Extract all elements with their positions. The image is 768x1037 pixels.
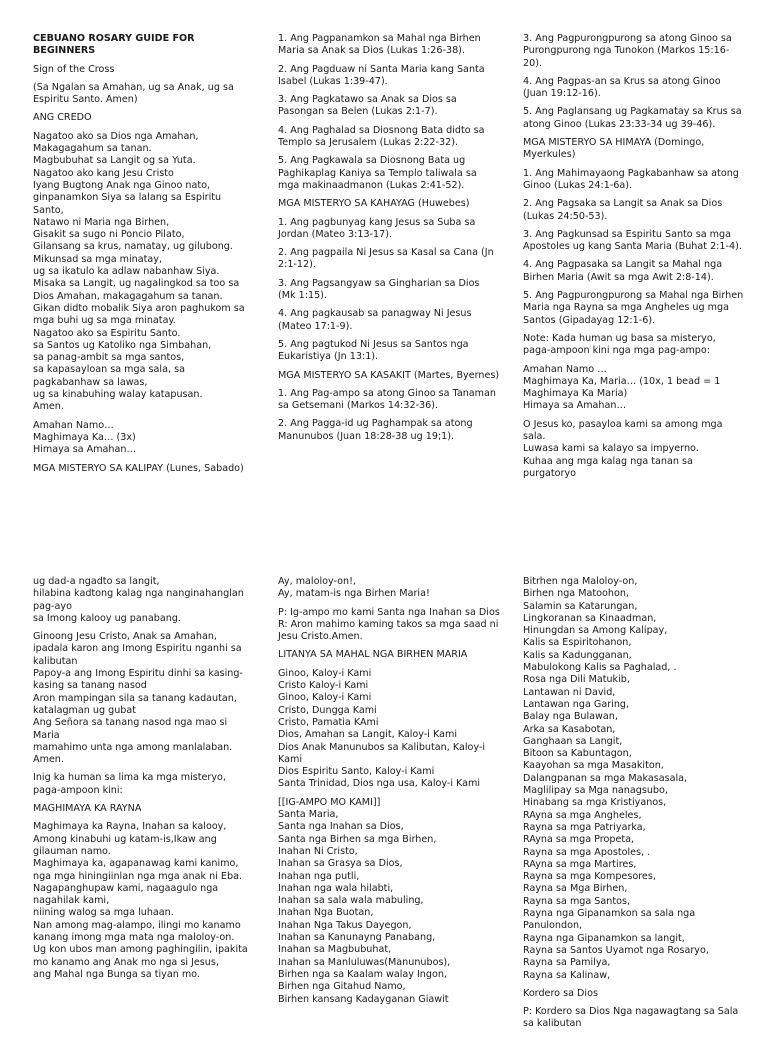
litany-list: Ginoo, Kaloy-i Kami Cristo Kaloy-i Kami Ginoo, Kaloy-i Kami Cristo, Dungga Kami Cristo, Pamatia KAmi Dios, Amahan sa Langit, Kaloy-i Kami Dios Anak Manunubos sa Kalibutan, Kaloy-i Kami Dios Espiritu Santo, Kaloy-i Kami Santa Trinidad, Dios nga usa, Kaloy-i Kami (278, 667, 486, 790)
mystery-item: 5. Ang Pagkawala sa Diosnong Bata ug Paghikaplag Kaniya sa Templo taliwala sa mga makinaadmanon (Lukas 2:41-52). (278, 155, 480, 191)
top-column-3 (523, 33, 745, 486)
section-heading: ANG CREDO (33, 112, 92, 124)
mystery-item: 1. Ang Pagpanamkon sa Mahal nga Birhen Maria sa Anak sa Dios (Lukas 1:26-38). (278, 33, 484, 57)
bottom-column-3 (523, 576, 745, 1037)
top-column-1 (33, 33, 253, 481)
prayer-list: Amahan Namo… Maghimaya Ka… (3x) Himaya sa Amahan… (33, 419, 137, 456)
mystery-item: 5. Ang Pagpurongpurong sa Mahal nga Birhen Maria nga Rayna sa mga Angheles ug mga Santos (Gipadayag 12:1-6). (523, 290, 747, 326)
mystery-item: 5. Ang Paglansang ug Pagkamatay sa Krus sa atong Ginoo (Lukas 23:33-34 ug 39-46). (523, 106, 745, 130)
prayer-text: Ay, maloloy-on!, Ay, matam-is nga Birhen Maria! (278, 576, 430, 600)
mystery-item: 2. Ang pagpaila Ni Jesus sa Kasal sa Cana (Jn 2:1-12). (278, 247, 497, 271)
section-heading: MGA MISTERYO SA KAHAYAG (Huwebes) (278, 198, 470, 210)
mystery-item: 1. Ang pagbunyag kang Jesus sa Suba sa Jordan (Mateo 3:13-17). (278, 216, 479, 240)
prayer-list: Amahan Namo … Maghimaya Ka, Maria… (10x, 1 bead = 1 Maghimaya Ka Maria) Himaya sa Amahan… (523, 363, 721, 412)
prayer-text: O Jesus ko, pasayloa kami sa among mga sala. Luwasa kami sa kalayo sa impyerno. Kuhaa ang mga kalag nga tanan sa purgatoryo (523, 418, 723, 479)
mystery-item: 4. Ang pagkausab sa panagway Ni Jesus (Mateo 17:1-9). (278, 308, 475, 332)
mystery-item: 3. Ang Pagkatawo sa Anak sa Dios sa Pasongan sa Belen (Lukas 2:1-7). (278, 94, 460, 118)
section-heading: MAGHIMAYA KA RAYNA (33, 803, 142, 815)
prayer-text: P: Kordero sa Dios Nga nagawagtang sa Sala sa kalibutan (523, 1006, 742, 1030)
prayer-text: Maghimaya ka Rayna, Inahan sa kalooy, Among kinabuhi ug katam-is,Ikaw ang gilauman namo. Maghimaya ka, agapanawag kami kanimo, nga mga hiningiinlan nga mga anak ni Eba. Nagapanghupaw kami, nagaagulo nga nagahilak kami, niining walog sa mga luhaan. Nan among mag-alampo, ilingi mo kanamo kanang imong mga mata nga maloloy-on. Ug kon ubos man among paghingilin, ipakita mo kanamo ang Anak mo nga si Jesus, ang Mahal nga Bunga sa tiyan mo. (33, 821, 248, 980)
bottom-column-1 (33, 576, 253, 987)
document-title: CEBUANO ROSARY GUIDE FOR BEGINNERS (33, 33, 198, 57)
section-heading: MGA MISTERYO SA KALIPAY (Lunes, Sabado) (33, 462, 244, 474)
prayer-text: Ginoong Jesu Cristo, Anak sa Amahan, ipadala karon ang Imong Espiritu nganhi sa kalibutan Papoy-a ang Imong Espiritu dinhi sa kasing-kasing sa tanang nasod Aron mampingan sila sa tanang kadautan, katalagman ug gubat Ang Señora sa tanang nasod nga mao si Maria mamahimo unta nga among manlalaban. Amen. (33, 631, 243, 766)
mystery-item: 1. Ang Pag-ampo sa atong Ginoo sa Tanaman sa Getsemani (Markos 14:32-36). (278, 387, 500, 412)
prayer-text: ug dad-a ngadto sa langit, hilabina kadtong kalag nga nanginahanglan pag-ayo sa Imong kalooy ug panabang. (33, 576, 244, 624)
mystery-item: 2. Ang Pagga-id ug Paghampak sa atong Manunubos (Juan 18:28-38 ug 19;1). (278, 418, 476, 442)
section-label: Sign of the Cross (33, 63, 115, 75)
note-text: Inig ka human sa lima ka mga misteryo, paga-ampoon kini: (33, 772, 230, 796)
prayer-text: P: Ig-ampo mo kami Santa nga Inahan sa Dios R: Aron mahimo kaming takos sa mga saad ni Jesu Cristo.Amen. (278, 606, 500, 643)
mystery-item: 5. Ang pagtukod Ni Jesus sa Santos nga Eukaristiya (Jn 13:1). (278, 338, 472, 363)
section-heading: MGA MISTERYO SA KASAKIT (Martes, Byernes) (278, 369, 500, 381)
section-heading: MGA MISTERYO SA HIMAYA (Domingo, Myerkules) (523, 137, 708, 161)
mystery-item: 1. Ang Mahimayaong Pagkabanhaw sa atong Ginoo (Lukas 24:1-6a). (523, 167, 742, 191)
mystery-item: 3. Ang Pagsangyaw sa Gingharian sa Dios (Mk 1:15). (278, 277, 483, 302)
mystery-item: 2. Ang Pagduaw ni Santa Maria kang Santa Isabel (Lukas 1:39-47). (278, 63, 488, 87)
litany-list: [[IG-AMPO MO KAMI]] Santa Maria, Santa nga Inahan sa Dios, Santa nga Birhen sa mga Birhen, Inahan Ni Cristo, Inahan sa Grasya sa Dios, Inahan nga putli, Inahan nga wala hilabti, Inahan sa sala wala mabuling, Inahan Nga Buotan, Inahan Nga Takus Dayegon, Inahan sa Kanunayng Panabang, Inahan sa Magbubuhat, Inahan sa Manluluwas(Manunubos), Birhen nga sa Kaalam walay Ingon, Birhen nga Gitahud Namo, Birhen kansang Kadayganan Giawit (278, 796, 451, 1005)
mystery-item: 4. Ang Pagpasaka sa Langit sa Mahal nga Birhen Maria (Awit sa mga Awit 2:8-14). (523, 259, 726, 283)
bottom-column-2 (278, 576, 500, 1012)
prayer-text: (Sa Ngalan sa Amahan, ug sa Anak, ug sa Espiritu Santo. Amen) (33, 81, 237, 106)
mystery-item: 3. Ang Pagpurongpurong sa atong Ginoo sa Purongpurong nga Tunokon (Markos 15:16-20). (523, 33, 735, 69)
mystery-item: 2. Ang Pagsaka sa Langit sa Anak sa Dios (Lukas 24:50-53). (523, 198, 726, 222)
prayer-text: Nagatoo ako sa Dios nga Amahan, Makagagahum sa tanan. Magbubuhat sa Langit og sa Yuta. Nagatoo ako kang Jesu Cristo Iyang Bugtong Anak nga Ginoo nato, ginpanamkon Siya sa lalang sa Espiritu Santo, Natawo ni Maria nga Birhen, Gisakit sa sugo ni Poncio Pilato, Gilansang sa krus, namatay, ug gilubong. Mikunsad sa mga minatay, ug sa ikatulo ka adlaw nabanhaw Siya. Misaka sa Langit, ug nagalingkod sa too sa Dios Amahan, makagagahum sa tanan. Gikan didto mobalik Siya aron paghukom sa mga buhi ug sa mga minatay. Nagatoo ako sa Espiritu Santo. sa Santos ug Katoliko nga Simbahan, sa panag-ambit sa mga santos, sa kapasayloan sa mga sala, sa pagkabanhaw sa lawas, ug sa kinabuhing walay katapusan. Amen. (33, 130, 245, 413)
top-column-2 (278, 33, 500, 449)
mystery-item: 4. Ang Pagpas-an sa Krus sa atong Ginoo (Juan 19:12-16). (523, 75, 724, 100)
mystery-item: 3. Ang Pagkunsad sa Espiritu Santo sa mga Apostoles ug kang Santa Maria (Buhat 2:1-4). (523, 228, 742, 253)
mystery-item: 4. Ang Paghalad sa Diosnong Bata didto sa Templo sa Jerusalem (Lukas 2:22-32). (278, 124, 488, 149)
prayer-text: Kordero sa Dios (523, 987, 598, 999)
litany-list: Bitrhen nga Maloloy-on, Birhen nga Matoohon, Salamin sa Katarungan, Lingkoranan sa Kinaadman, Hinungdan sa Among Kalipay, Kalis sa Espiritohanon, Kalis sa Kadungganan, Mabulokong Kalis sa Paghalad, . Rosa nga Dili Matukib, Lantawan ni David, Lantawan nga Garing, Balay nga Bulawan, Arka sa Kasabotan, Ganghaan sa Langit, Bitoon sa Kabuntagon, Kaayohan sa mga Masakiton, Dalangpanan sa mga Makasasala, Maglilipay sa Mga nanagsubo, Hinabang sa mga Kristiyanos, RAyna sa mga Angheles, Rayna sa mga Patriyarka, RAyna sa mga Propeta, Rayna sa mga Apostoles, . RAyna sa mga Martires, Rayna sa mga Kompesores, Rayna sa Mga Birhen, Rayna sa mga Santos, Rayna nga Gipanamkon sa sala nga Panulondon, Rayna nga Gipanamkon sa langit, Rayna sa Santos Uyamot nga Rosaryo, Rayna sa Pamilya, Rayna sa Kalinaw, (523, 576, 709, 981)
note-text: Note: Kada human ug basa sa misteryo, paga-ampoon kini nga mga pag-ampo: (523, 332, 719, 357)
section-heading: LITANYA SA MAHAL NGA BIRHEN MARIA (278, 649, 468, 661)
